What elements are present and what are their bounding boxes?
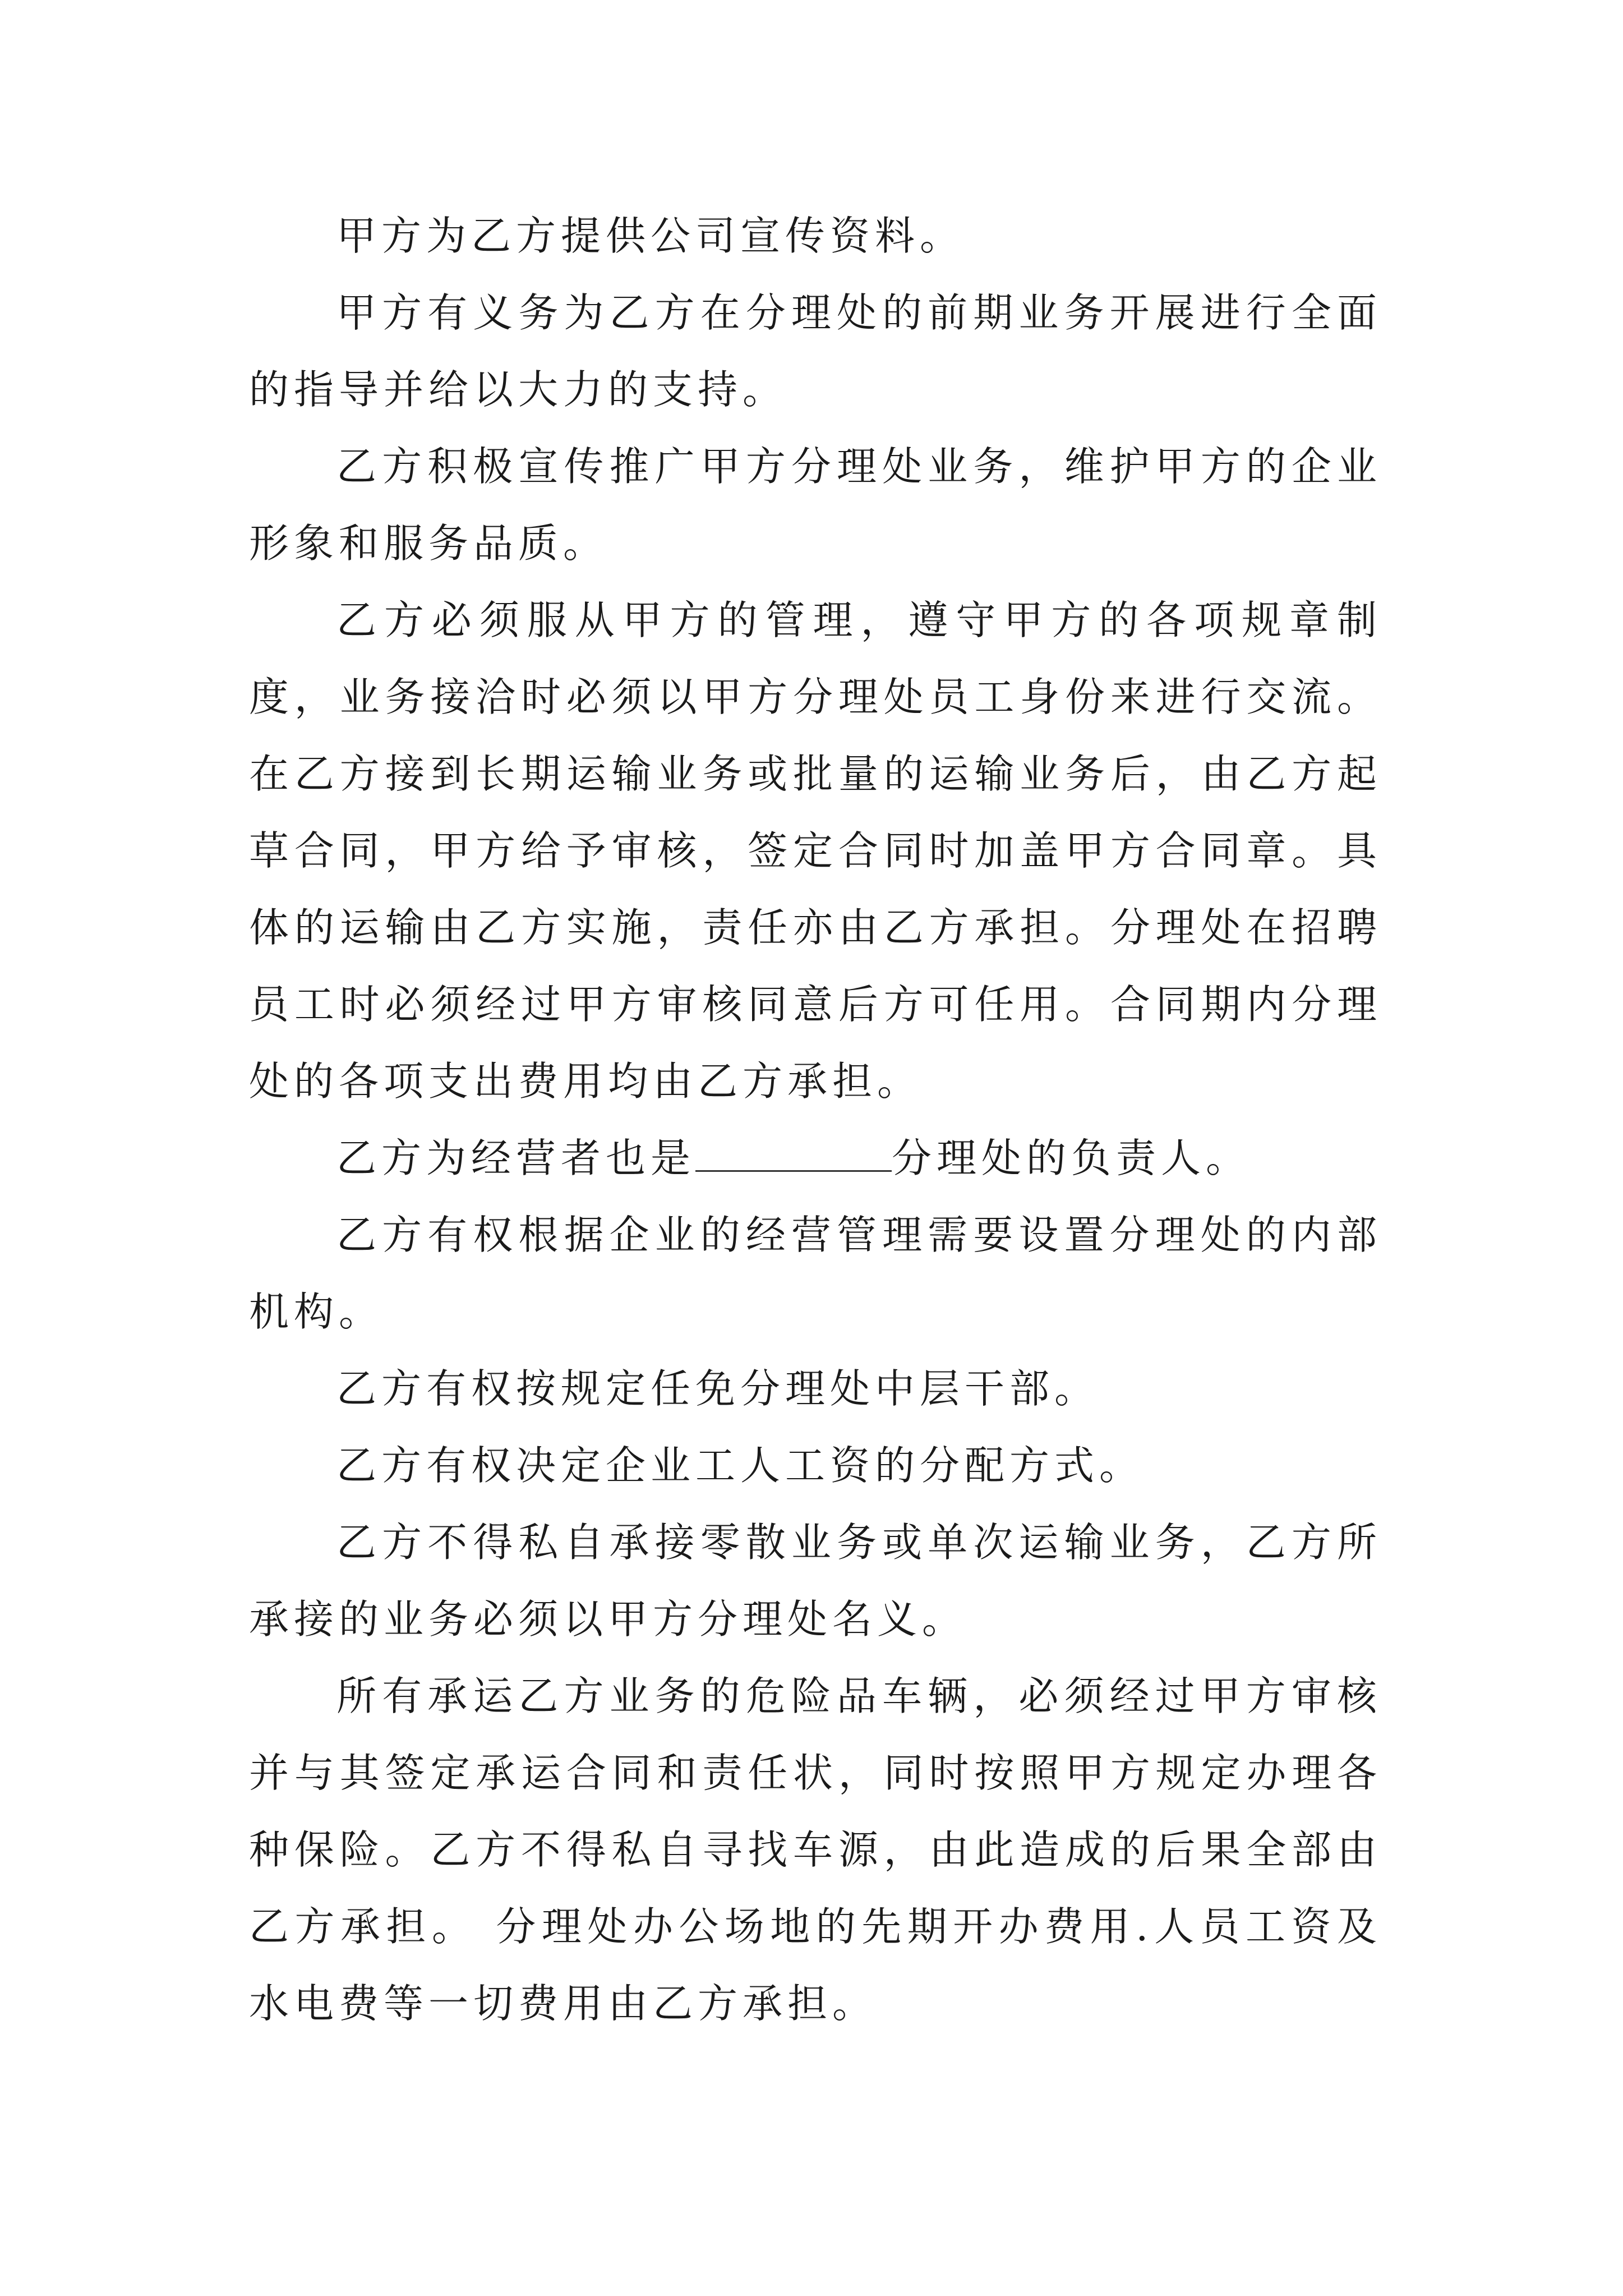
paragraph-management-rules: 乙方必须服从甲方的管理，遵守甲方的各项规章制度，业务接洽时必须以甲方分理处员工身份来进行交流。在乙方接到长期运输业务或批量的运输业务后，由乙方起草合同，甲方给予审核，签定合同时加盖甲方合同章。具体的运输由乙方实施，责任亦由乙方承担。分理处在招聘员工时必须经过甲方审核同意后方可任用。合同期内分理处的各项支出费用均由乙方承担。	[249, 597, 1382, 1105]
paragraph-promo-materials: 甲方为乙方提供公司宣传资料。	[336, 213, 965, 259]
paragraph-wage-distribution: 乙方有权决定企业工人工资的分配方式。	[336, 1442, 1145, 1489]
manager-clause-after: 分理处的负责人。	[892, 1135, 1251, 1181]
document-body	[249, 197, 1382, 2042]
paragraph-guidance-obligation: 甲方有义务为乙方在分理处的前期业务开展进行全面的指导并给以大力的支持。	[249, 289, 1382, 413]
paragraph-hazardous-vehicles: 所有承运乙方业务的危险品车辆，必须经过甲方审核并与其签定承运合同和责任状，同时按照甲方规定办理各种保险。乙方不得私自寻找车源，由此造成的后果全部由乙方承担。 分理处办公场地的先期开办费用.人员工资及水电费等一切费用由乙方承担。	[249, 1673, 1382, 2027]
paragraph-appoint-managers: 乙方有权按规定任免分理处中层干部。	[336, 1365, 1100, 1412]
manager-clause-before: 乙方为经营者也是	[336, 1135, 696, 1181]
paragraph-manager-clause	[249, 1120, 1382, 1197]
paragraph-no-private-business: 乙方不得私自承接零散业务或单次运输业务，乙方所承接的业务必须以甲方分理处名义。	[249, 1519, 1382, 1642]
fill-in-blank-line	[695, 1137, 892, 1172]
paragraph-internal-structure: 乙方有权根据企业的经营管理需要设置分理处的内部机构。	[249, 1212, 1382, 1335]
paragraph-promotion-duty: 乙方积极宣传推广甲方分理处业务，维护甲方的企业形象和服务品质。	[249, 443, 1382, 567]
